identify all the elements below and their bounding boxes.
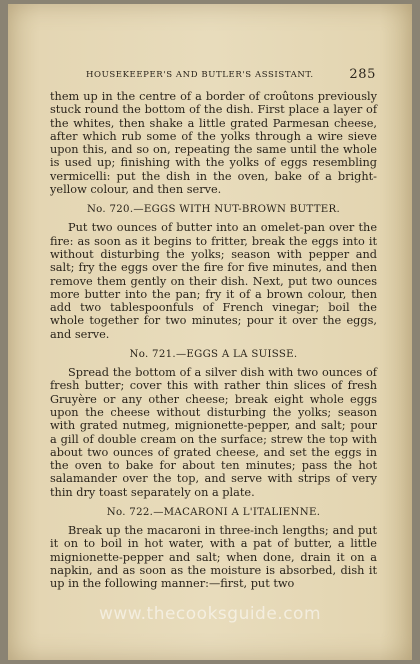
recipe-heading-722: No. 722.—MACARONI A L'ITALIENNE.	[106, 507, 321, 519]
running-title: HOUSEKEEPER'S AND BUTLER'S ASSISTANT.	[86, 70, 314, 80]
watermark: www.thecooksguide.com	[98, 604, 322, 624]
page-body	[50, 90, 377, 591]
continued-paragraph: them up in the centre of a border of croûtons previously stuck round the bottom of the dish. First place a layer of the whites, then shake a little grated Parmesan cheese, after which rub some of the yolks through a wire sieve upon this, and so on, repeating the same until the whole is used up; finishing with the yolks of eggs resembling vermicelli: put the dish in the oven, bake of a bright-yellow colour, and then serve.	[50, 90, 377, 197]
recipe-heading-721: No. 721.—EGGS A LA SUISSE.	[129, 349, 298, 361]
running-header	[86, 68, 376, 84]
recipe-text-722: Break up the macaroni in three-inch lengths; and put it on to boil in hot water, with a pat of butter, a little mignionette-pepper and salt; when done, drain it on a napkin, and as soon as the moisture is absorbed, dish it up in the following manner:—first, put two	[50, 524, 377, 591]
recipe-text-721: Spread the bottom of a silver dish with two ounces of fresh butter; cover this with rather thin slices of fresh Gruyère or any other cheese; break eight whole eggs upon the cheese without disturbing the yolks; season with grated nutmeg, mignionette-pepper, and salt; pour a gill of double cream on the surface; strew the top with about two ounces of grated cheese, and set the eggs in the oven to bake for about ten minutes; pass the hot salamander over the top, and serve with strips of very thin dry toast separately on a plate.	[50, 366, 377, 499]
recipe-text-720: Put two ounces of butter into an omelet-pan over the fire: as soon as it begins to fritter, break the eggs into it without disturbing the yolks; season with pepper and salt; fry the eggs over the fire for five minutes, and then remove them gently on their dish. Next, put two ounces more butter into the pan; fry it of a brown colour, then add two tablespoonfuls of French vinegar; boil the whole together for two minutes; pour it over the eggs, and serve.	[50, 221, 377, 341]
recipe-heading-720: No. 720.—EGGS WITH NUT-BROWN BUTTER.	[86, 204, 341, 216]
book-page	[8, 4, 412, 660]
page-number: 285	[349, 67, 376, 82]
